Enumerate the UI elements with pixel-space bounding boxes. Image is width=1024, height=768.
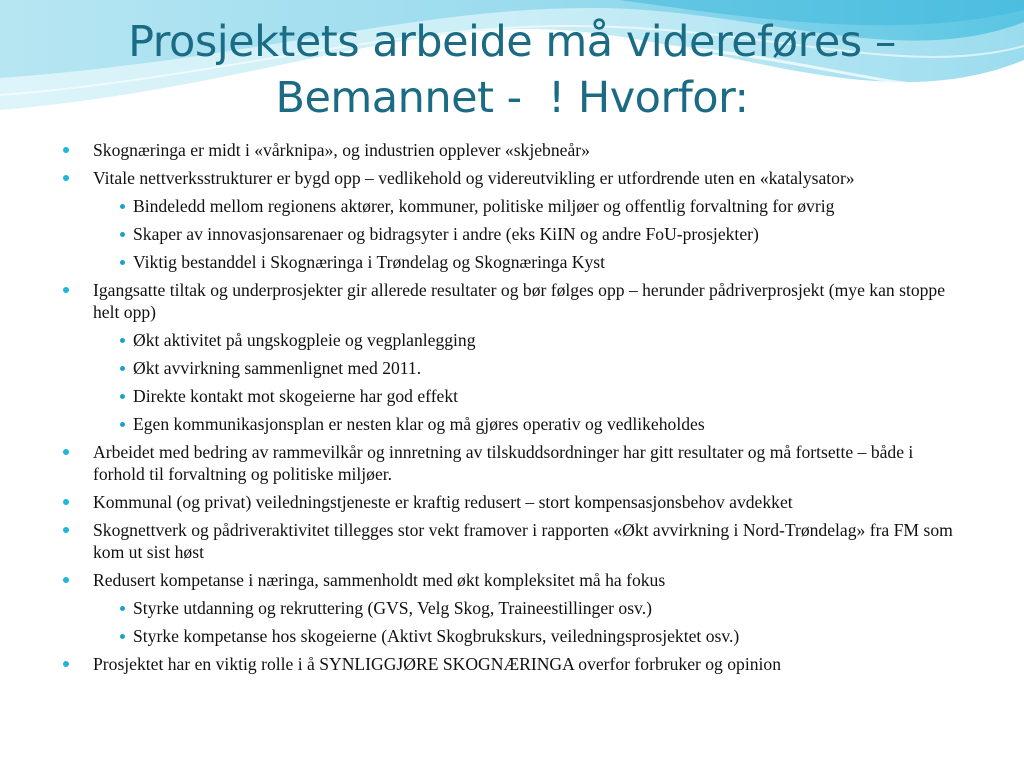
list-item-text: Økt avvirkning sammenlignet med 2011.	[133, 358, 422, 378]
bullet-icon	[120, 338, 125, 343]
list-item	[60, 329, 960, 351]
bullet-icon	[120, 204, 125, 209]
slide-title-line2: Bemannet - ! Hvorfor:	[275, 73, 749, 123]
bullet-icon	[63, 661, 69, 667]
list-item-text: Skognæringa er midt i «vårknipa», og industrien opplever «skjebneår»	[93, 140, 590, 160]
list-item	[60, 625, 960, 647]
list-item	[60, 441, 960, 485]
list-item-text: Bindeledd mellom regionens aktører, kommuner, politiske miljøer og offentlig forvaltning for øvrig	[133, 196, 835, 216]
list-item-text: Igangsatte tiltak og underprosjekter gir allerede resultater og bør følges opp – herunder pådriverprosjekt (mye kan stoppe helt opp)	[93, 280, 946, 322]
list-item-text: Redusert kompetanse i næringa, sammenholdt med økt kompleksitet må ha fokus	[93, 570, 666, 590]
bullet-icon	[63, 287, 69, 293]
list-item	[60, 279, 960, 323]
slide-title	[40, 14, 984, 126]
bullet-icon	[120, 232, 125, 237]
list-item-text: Økt aktivitet på ungskogpleie og vegplanlegging	[133, 330, 476, 350]
bullet-icon	[63, 499, 69, 505]
bullet-icon	[120, 366, 125, 371]
list-item-text: Viktig bestanddel i Skognæringa i Trøndelag og Skognæringa Kyst	[133, 252, 606, 272]
list-item	[60, 413, 960, 435]
bullet-icon	[63, 577, 69, 583]
bullet-icon	[120, 606, 125, 611]
list-item	[60, 167, 960, 189]
list-item-text: Egen kommunikasjonsplan er nesten klar og må gjøres operativ og vedlikeholdes	[133, 414, 705, 434]
bullet-icon	[120, 422, 125, 427]
list-item-text: Vitale nettverksstrukturer er bygd opp – vedlikehold og videreutvikling er utfordrende uten en «katalysator»	[93, 168, 855, 188]
list-item	[60, 385, 960, 407]
bullet-icon	[120, 260, 125, 265]
list-item	[60, 251, 960, 273]
bullet-icon	[120, 394, 125, 399]
list-item-text: Prosjektet har en viktig rolle i å SYNLIGGJØRE SKOGNÆRINGA overfor forbruker og opinion	[93, 654, 782, 674]
list-item	[60, 653, 960, 675]
list-item	[60, 139, 960, 161]
list-item-text: Styrke utdanning og rekruttering (GVS, Velg Skog, Traineestillinger osv.)	[133, 598, 652, 618]
list-item-text: Direkte kontakt mot skogeierne har god effekt	[133, 386, 459, 406]
list-item	[60, 519, 960, 563]
list-item	[60, 569, 960, 591]
list-item-text: Skognettverk og pådriveraktivitet tillegges stor vekt framover i rapporten «Økt avvirkning i Nord-Trøndelag» fra FM som kom ut sist høst	[93, 520, 953, 562]
list-item-text: Kommunal (og privat) veiledningstjeneste er kraftig redusert – stort kompensasjonsbehov avdekket	[93, 492, 793, 512]
bullet-icon	[120, 634, 125, 639]
list-item-text: Styrke kompetanse hos skogeierne (Aktivt Skogbrukskurs, veiledningsprosjektet osv.)	[133, 626, 740, 646]
list-item	[60, 597, 960, 619]
bullet-icon	[63, 449, 69, 455]
list-item-text: Skaper av innovasjonsarenaer og bidragsyter i andre (eks KiIN og andre FoU-prosjekter)	[133, 224, 759, 244]
bullet-icon	[63, 175, 69, 181]
list-item	[60, 223, 960, 245]
list-item	[60, 491, 960, 513]
list-item-text: Arbeidet med bedring av rammevilkår og innretning av tilskuddsordninger har gitt resultater og må fortsette – både i forhold til forvaltning og politiske miljøer.	[93, 442, 914, 484]
bullet-icon	[63, 147, 69, 153]
slide-title-line1: Prosjektets arbeide må videreføres –	[128, 17, 896, 67]
bullet-list	[60, 139, 960, 675]
bullet-icon	[63, 527, 69, 533]
list-item	[60, 357, 960, 379]
list-item	[60, 195, 960, 217]
